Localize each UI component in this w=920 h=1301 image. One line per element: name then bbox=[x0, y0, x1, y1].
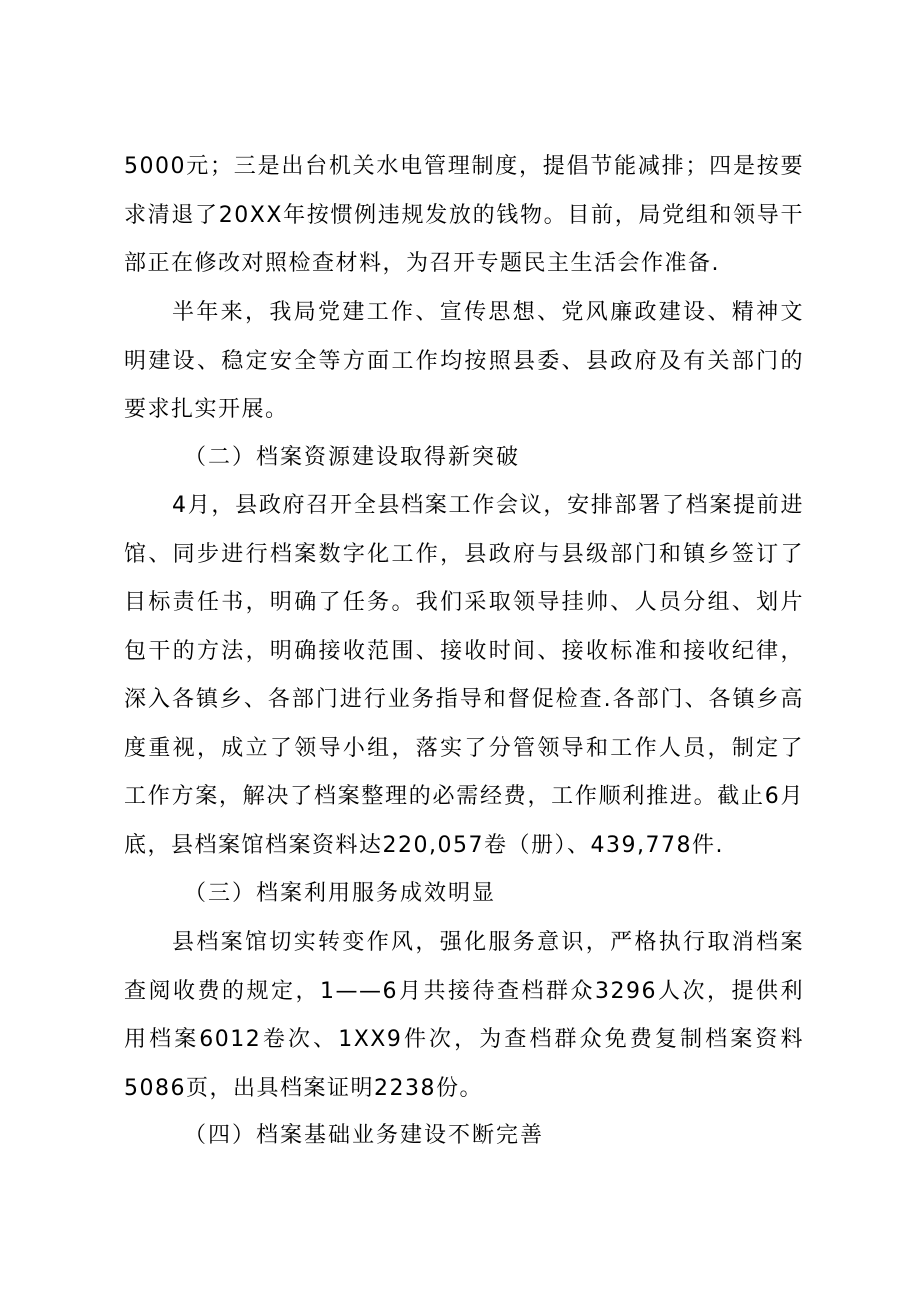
paragraph-water-electricity-rules: 5000元；三是出台机关水电管理制度，提倡节能减排；四是按要求清退了20XX年按惯例违规发放的钱物。目前，局党组和领导干部正在修改对照检查材料，为召开专题民主生活会作准备. bbox=[124, 154, 804, 276]
section-heading-archive-service: （三）档案利用服务成效明显 bbox=[184, 881, 497, 906]
section-heading-archive-resources: （二）档案资源建设取得新突破 bbox=[184, 445, 521, 470]
paragraph-half-year-summary: 半年来，我局党建工作、宣传思想、党风廉政建设、精神文明建设、稳定安全等方面工作均按照县委、县政府及有关部门的要求扎实开展。 bbox=[124, 300, 804, 422]
paragraph-archive-service: 县档案馆切实转变作风，强化服务意识，严格执行取消档案查阅收费的规定，1——6月共接待查档群众3296人次，提供利用档案6012卷次、1XX9件次，为查档群众免费复制档案资料5086页，出具档案证明2238份。 bbox=[124, 930, 804, 1101]
section-heading-archive-infrastructure: （四）档案基础业务建设不断完善 bbox=[184, 1123, 545, 1148]
paragraph-archive-resources: 4月，县政府召开全县档案工作会议，安排部署了档案提前进馆、同步进行档案数字化工作，县政府与县级部门和镇乡签订了目标责任书，明确了任务。我们采取领导挂帅、人员分组、划片包干的方法，明确接收范围、接收时间、接收标准和接收纪律，深入各镇乡、各部门进行业务指导和督促检查.各部门、各镇乡高度重视，成立了领导小组，落实了分管领导和工作人员，制定了工作方案，解决了档案整理的必需经费，工作顺利推进。截止6月底，县档案馆档案资料达220,057卷（册）、439,778件. bbox=[124, 493, 804, 858]
